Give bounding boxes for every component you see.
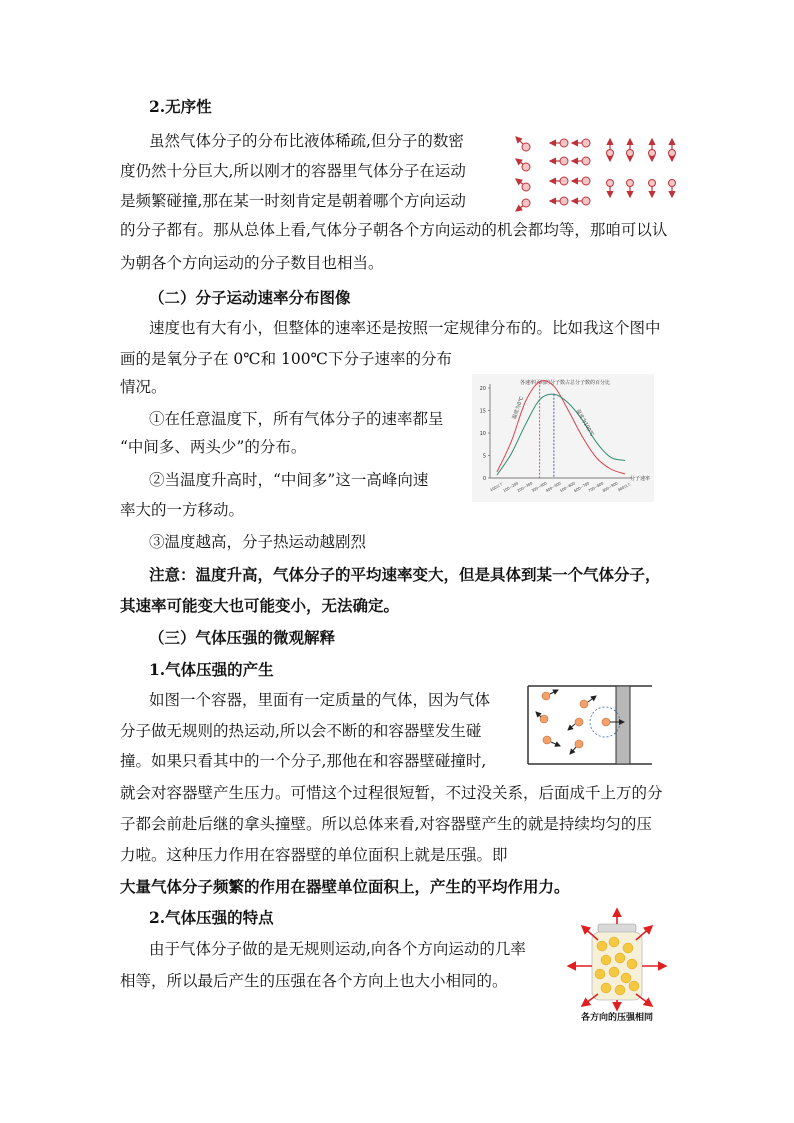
data-point (554, 386, 555, 387)
paragraph-line: 的分子都有。那从总体上看,气体分子朝各个方向运动的机会都均等，那咱可以认 (120, 221, 668, 239)
x-tick-label: 200~300 (516, 481, 534, 494)
data-point (625, 460, 626, 461)
y-tick-label: 10 (479, 430, 486, 437)
paragraph-line: 撞。如果只看其中的一个分子,那他在和容器壁碰撞时, (120, 752, 487, 770)
speed-distribution-chart (472, 374, 654, 502)
list-item-3: ③温度越高，分子热运动越剧烈 (149, 533, 367, 551)
heading-pressure: （三）气体压强的微观解释 (149, 628, 336, 647)
x-tick-label: 700~800 (587, 481, 605, 494)
paragraph-line: 由于气体分子做的是无规则运动,向各个方向运动的几率 (149, 940, 526, 958)
paragraph-line: 为朝各个方向运动的分子数目也相当。 (120, 254, 384, 272)
paragraph-line: 情况。 (120, 378, 167, 396)
data-point (582, 436, 583, 437)
x-tick-label: 100以下 (489, 481, 504, 493)
chart-title: 各速率区间的分子数占总分子数的百分比 (520, 380, 611, 386)
molecule-direction-figure (512, 131, 682, 213)
definition-line: 大量气体分子频繁的作用在器壁单位面积上，产生的平均作用力。 (120, 877, 570, 896)
x-tick-label: 300~400 (530, 481, 548, 494)
data-point (568, 410, 569, 411)
data-point (539, 399, 540, 400)
list-item-1-cont: “中间多、两头少”的分布。 (120, 438, 307, 456)
paragraph-line: 就会对容器壁产生压力。可惜这个过程很短暂，不过没关系，后面成千上万的分 (120, 784, 663, 802)
container-wall (616, 686, 630, 764)
data-point (610, 457, 611, 458)
data-point (525, 424, 526, 425)
y-tick-label: 5 (482, 453, 486, 460)
note-line: 注意：温度升高，气体分子的平均速率变大，但是具体到某一个气体分子， (149, 565, 661, 584)
x-tick-label: 100~200 (502, 481, 520, 494)
heading-pressure-origin: 1.气体压强的产生 (149, 660, 274, 679)
paragraph-line: 力啦。这种压力作用在容器壁的单位面积上就是压强。即 (120, 846, 508, 864)
y-tick-label: 15 (479, 408, 486, 415)
list-item-2: ②当温度升高时，“中间多”这一高峰向速 (149, 471, 429, 489)
x-tick-label: 800~900 (601, 481, 619, 494)
jar-caption: 各方向的压强相同 (580, 1013, 654, 1023)
data-point (610, 469, 611, 470)
paragraph-line: 是频繁碰撞,那在某一时刻肯定是朝着哪个方向运动 (120, 192, 466, 210)
heading-pressure-feature: 2.气体压强的特点 (149, 908, 274, 927)
y-tick-label: 0 (482, 475, 486, 482)
y-tick-label: 20 (479, 385, 486, 392)
x-tick-label: 600~700 (573, 481, 591, 494)
data-point (568, 402, 569, 403)
series-label: 温度为100℃ (574, 408, 595, 438)
paragraph-line: 子都会前赴后继的拿头撞壁。所以总体来看,对容器壁产生的就是持续均匀的压 (120, 815, 652, 833)
heading-disorder: 2.无序性 (149, 97, 212, 116)
paragraph-line: 速度也有大有小，但整体的速率还是按照一定规律分布的。比如我这个图中 (149, 319, 661, 337)
series-label: 温度为0℃ (511, 395, 526, 421)
list-item-1: ①在任意温度下，所有气体分子的速率都呈 (149, 410, 444, 428)
paragraph-line: 分子做无规则的热运动,所以会不断的和容器壁发生碰 (120, 722, 482, 740)
paragraph-line: 画的是氧分子在 0℃和 100℃下分子速率的分布 (120, 350, 452, 368)
note-line: 其速率可能变大也可能变小，无法确定。 (120, 596, 400, 615)
jar-pressure-figure (562, 906, 672, 1024)
x-axis-label: 分子速率 (629, 476, 650, 482)
x-tick-label: 900以上 (617, 481, 632, 493)
x-tick-label: 400~500 (545, 481, 562, 494)
data-point (511, 441, 512, 442)
container-wall-figure (524, 684, 654, 766)
x-tick-label: 500~600 (559, 481, 576, 494)
heading-speed-distribution: （二）分子运动速率分布图像 (149, 288, 351, 307)
data-point (511, 453, 512, 454)
paragraph-line: 度仍然十分巨大,所以刚才的容器里气体分子在运动 (120, 162, 466, 180)
data-point (625, 474, 626, 475)
paragraph-line: 如图一个容器，里面有一定质量的气体，因为气体 (149, 691, 491, 709)
data-point (525, 401, 526, 402)
data-point (497, 474, 498, 475)
data-point (596, 442, 597, 443)
paragraph-line: 相等，所以最后产生的压强在各个方向上也大小相同的。 (120, 972, 508, 990)
paragraph-line: 虽然气体分子的分布比液体稀疏,但分子的数密 (149, 132, 464, 150)
data-point (497, 471, 498, 472)
list-item-2-cont: 率大的一方移动。 (120, 501, 245, 519)
data-point (596, 457, 597, 458)
